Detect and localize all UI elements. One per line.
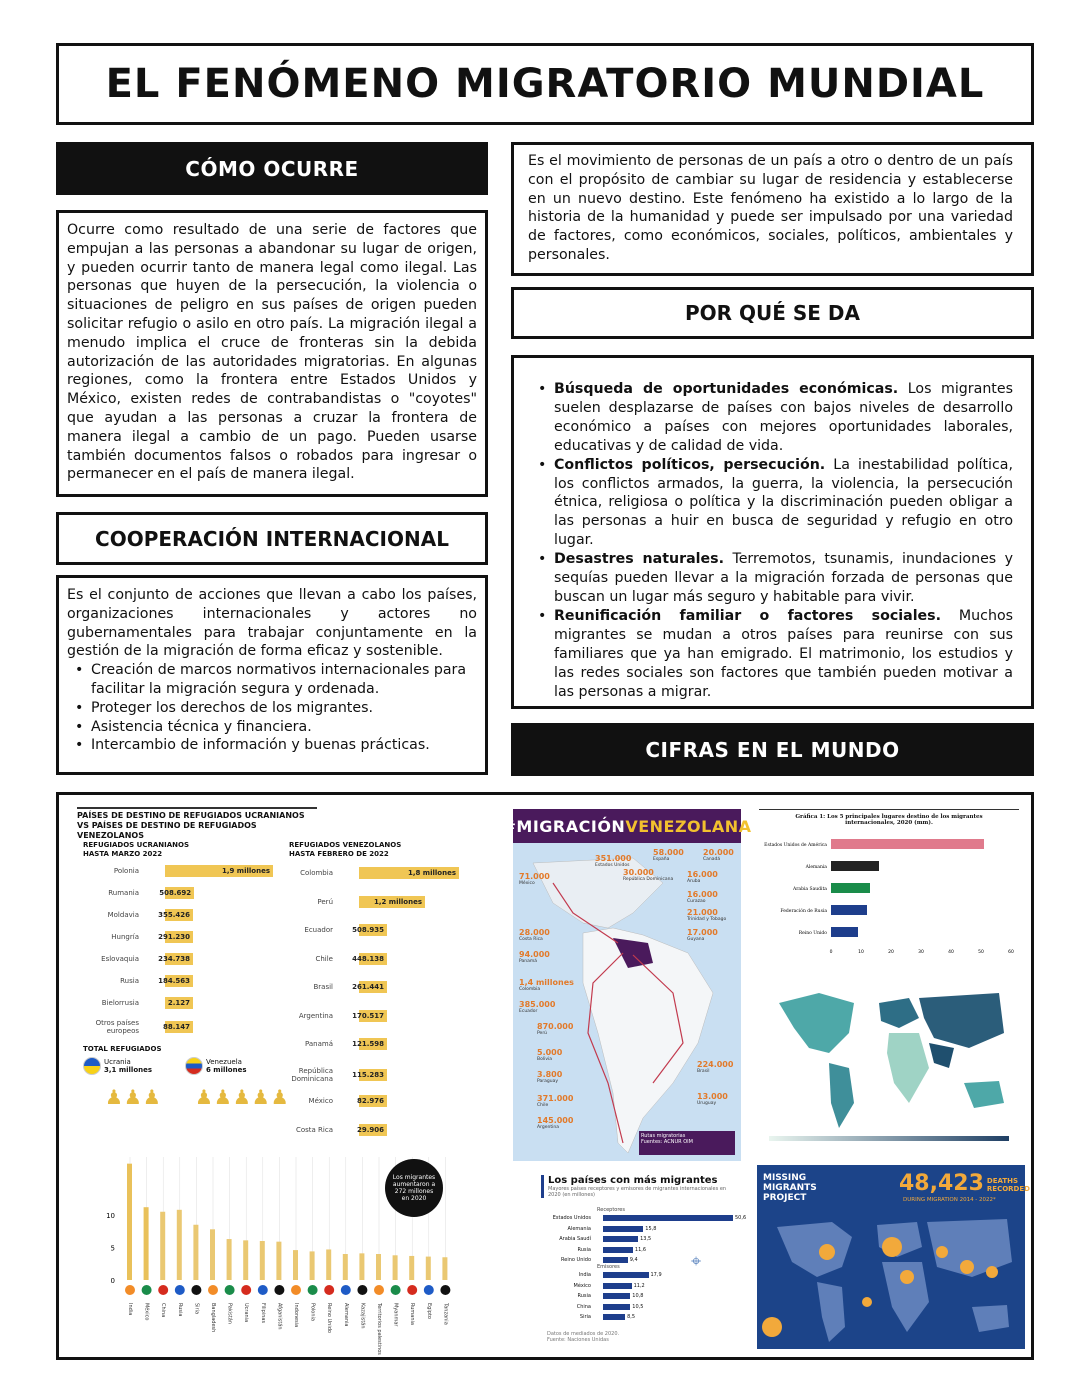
migration-label: 1,4 millones Colombia <box>519 978 574 992</box>
list-item <box>530 380 1013 456</box>
total-ven-value: 6 millones <box>206 1066 247 1074</box>
country-flag-icon <box>125 1285 135 1295</box>
list-item <box>530 456 1013 551</box>
venezolana-title-a: #MIGRACIÓN <box>502 816 626 836</box>
migrant-bar <box>144 1207 149 1280</box>
migrant-bar <box>442 1257 447 1280</box>
country-flag-icon <box>258 1285 268 1295</box>
bar-row <box>77 865 273 877</box>
country-flag-icon <box>208 1285 218 1295</box>
bar-value: 17,9 <box>650 1272 662 1278</box>
country-flag-icon <box>191 1285 201 1295</box>
country-label: Filipinas <box>259 1303 266 1324</box>
grafica1-x-tick: 20 <box>888 950 894 955</box>
cifras-heading <box>511 723 1034 776</box>
bar-value: 1,9 millones <box>165 865 273 877</box>
ucr-head-2: HASTA MARZO 2022 <box>83 850 163 858</box>
bar-fill <box>603 1283 632 1289</box>
missing-recorded: RECORDED <box>986 1185 1030 1193</box>
bar-label: Panamá <box>304 1040 333 1048</box>
bar-value: 11,6 <box>634 1246 647 1253</box>
masmigrantes-panel <box>541 1171 747 1351</box>
migrant-bar <box>293 1250 298 1280</box>
country-label: Ucrania <box>243 1303 250 1323</box>
bar-label: Ecuador <box>304 926 333 934</box>
venezolana-title-b: VENEZOLANA <box>625 816 752 836</box>
migration-label: 3.800 Paraguay <box>537 1070 563 1084</box>
porque-heading-text: POR QUÉ SE DA <box>685 301 860 325</box>
bar-row <box>277 896 425 908</box>
bar-row <box>277 1095 387 1107</box>
bar-label: Arabia Saudí <box>559 1236 591 1242</box>
migrant-bar <box>343 1254 348 1280</box>
bar-row <box>277 1124 387 1136</box>
migration-label: 870.000 Perú <box>537 1022 574 1036</box>
bar-row <box>545 1304 643 1310</box>
bar-row <box>545 1226 656 1232</box>
bar-row <box>277 1067 387 1083</box>
missing-label-3: PROJECT <box>763 1193 807 1203</box>
list-item <box>530 550 1013 607</box>
total-ven <box>185 1057 247 1075</box>
migrant-bar <box>276 1242 281 1280</box>
bar-value: 11,2 <box>633 1282 645 1289</box>
venezolana-legend <box>639 1131 735 1155</box>
bar-value: 184.563 <box>165 975 193 987</box>
bar-label: Chile <box>315 954 333 963</box>
country-flag-icon <box>274 1285 284 1295</box>
bar-label: India <box>578 1272 591 1278</box>
people-icons-ucr: ♟♟♟ <box>105 1085 162 1109</box>
bar-row <box>77 997 193 1009</box>
reason-title: Reunificación familiar o factores sociales. <box>554 607 942 624</box>
bar-value: 261.441 <box>359 981 387 993</box>
y-tick-label: 0 <box>110 1277 115 1285</box>
reason-text: Muchos migrantes se mudan a otros países para reunirse con sus familiares que ya han emigrado. El matrimonio, los estudios y las redes sociales son factores que también pueden motivar a las personas a migrar. <box>554 607 1014 700</box>
migration-label: 145.000 Argentina <box>537 1116 574 1130</box>
emisores-label: Emisores <box>597 1264 620 1270</box>
legend-text: Rutas migratorias <box>641 1133 686 1139</box>
cooperacion-list <box>67 661 477 755</box>
migration-label: 28.000 Costa Rica <box>519 928 550 942</box>
cifras-collage <box>56 792 1034 1360</box>
country-label: Egipto <box>425 1303 432 1319</box>
bar-label: Polonia <box>113 867 139 875</box>
bar-value: 10,8 <box>632 1293 644 1299</box>
bar-fill <box>603 1215 733 1221</box>
receptores-label: Receptores <box>597 1207 625 1213</box>
bar-label: Rusia <box>120 977 139 985</box>
missing-migrants-panel <box>757 1165 1030 1349</box>
missing-label-1: MISSING <box>763 1173 807 1183</box>
ukraine-flag-icon <box>83 1057 101 1075</box>
country-flag-icon <box>440 1285 450 1295</box>
bar-label: Alemania <box>567 1225 591 1232</box>
migrant-bar <box>193 1225 198 1280</box>
bar-fill <box>603 1272 649 1278</box>
total-ucr-name: Ucrania <box>104 1058 131 1066</box>
grafica1-bar <box>831 839 984 849</box>
bar-label: Argentina <box>298 1011 333 1020</box>
bar-value: 13,5 <box>640 1236 652 1242</box>
venezolana-title <box>502 809 752 843</box>
migrant-bar <box>127 1164 132 1280</box>
como-ocurre-heading-text: CÓMO OCURRE <box>185 156 359 181</box>
bar-label: Rusia <box>577 1293 591 1299</box>
list-item: • Proteger los derechos de los migrantes. <box>67 699 477 718</box>
bar-label: Reino Unido <box>561 1257 591 1263</box>
missing-deaths: DEATHS <box>986 1177 1019 1185</box>
country-label: Indonesia <box>293 1303 299 1328</box>
grafica1-bar <box>831 883 870 893</box>
migrant-bar <box>326 1249 331 1280</box>
bar-value: 355.426 <box>165 909 193 921</box>
country-label: China <box>160 1303 167 1318</box>
bar-row <box>277 953 387 965</box>
migracion-venezolana-map <box>502 809 752 1161</box>
bar-fill <box>603 1257 628 1263</box>
country-label: Reino Unido <box>326 1303 333 1333</box>
migrant-bar <box>376 1254 381 1280</box>
list-item: • Intercambio de información y buenas prácticas. <box>67 736 477 755</box>
bar-value: 9,4 <box>629 1257 638 1263</box>
bar-row <box>77 931 193 943</box>
bar-label: Brasil <box>313 983 333 991</box>
migration-label: 58.000 España <box>653 848 684 862</box>
country-label: Alemania <box>342 1303 349 1327</box>
bar-value: 29.906 <box>359 1124 387 1136</box>
cifras-heading-text: CIFRAS EN EL MUNDO <box>645 737 900 762</box>
masmigrantes-footer-1: Datos de mediados de 2020. <box>547 1331 620 1337</box>
country-label: Polonia <box>309 1303 316 1321</box>
list-item <box>530 607 1013 702</box>
bar-label: Estados Unidos <box>552 1215 591 1221</box>
bar-label: México <box>573 1282 591 1289</box>
bar-label: Rusia <box>577 1246 591 1253</box>
reason-title: Búsqueda de oportunidades económicas. <box>554 381 899 397</box>
bar-row <box>545 1257 638 1263</box>
missing-number: 48,423 <box>899 1171 984 1196</box>
y-tick-label: 10 <box>106 1212 115 1220</box>
como-ocurre-box <box>56 210 488 497</box>
refugiados-infographic <box>77 807 487 1152</box>
country-flag-icon <box>225 1285 235 1295</box>
bar-row <box>77 975 193 987</box>
grafica1-x-tick: 10 <box>858 950 864 955</box>
grafica1-bar <box>831 927 858 937</box>
page-title: EL FENÓMENO MIGRATORIO MUNDIAL <box>105 61 985 107</box>
bar-fill <box>603 1236 638 1242</box>
bar-row <box>77 953 193 965</box>
bar-row <box>277 1038 387 1050</box>
refugiados-title-1: PAÍSES DE DESTINO DE REFUGIADOS UCRANIANOS <box>77 811 305 820</box>
country-flag-icon <box>142 1285 152 1295</box>
bar-label: Moldavia <box>107 911 139 919</box>
migration-label: 5.000 Bolivia <box>537 1048 563 1062</box>
bar-row <box>77 909 193 921</box>
refugiados-title-2: VS PAÍSES DE DESTINO DE REFUGIADOS VENEZOLANOS <box>77 821 257 840</box>
grafica1-category: Reino Unido <box>798 931 827 936</box>
migration-label: 13.000 Uruguay <box>697 1092 728 1106</box>
bar-row <box>545 1236 651 1242</box>
bar-row <box>545 1247 646 1253</box>
reason-title: Desastres naturales. <box>554 551 725 568</box>
country-flag-icon <box>424 1285 434 1295</box>
legend-source: Fuentes: ACNUR OIM <box>641 1139 693 1145</box>
country-flag-icon <box>175 1285 185 1295</box>
cooperacion-text: Es el conjunto de acciones que llevan a cabo los países, organizaciones internacionales y actores no gubernamentales para trabajar conjuntamente en la gestión de la migración de forma eficaz y sostenible. <box>67 587 477 660</box>
definicion-text: Es el movimiento de personas de un país a otro o dentro de un país con el propósito de cambiar su lugar de residencia y establecerse en un nuevo destino. Este fenómeno ha existido a lo largo de la historia de la humanidad y puede ser impulsado por una variedad de factores, como económicos, sociales, políticos, ambientales y personales. <box>528 153 1013 263</box>
bar-label: Otros países europeos <box>95 1019 139 1035</box>
definicion-box <box>511 142 1034 276</box>
migration-label: 224.000 Brasil <box>697 1060 734 1074</box>
bar-value: 82.976 <box>359 1095 387 1107</box>
grafica1-panel <box>759 809 1019 964</box>
list-item: • Asistencia técnica y financiera. <box>67 718 477 737</box>
masmigrantes-footer-2: Fuente: Naciones Unidas <box>547 1337 609 1343</box>
bar-value: 448.138 <box>359 953 387 965</box>
country-label: Tanzania <box>442 1303 449 1325</box>
grafica1-category: Arabia Saudita <box>793 887 827 892</box>
world-map-panel <box>759 973 1019 1148</box>
bar-row <box>77 1019 193 1035</box>
migrant-bar <box>243 1240 248 1280</box>
bar-label: Eslovaquia <box>101 955 139 963</box>
como-ocurre-heading <box>56 142 488 195</box>
missing-world-map-svg <box>757 1207 1025 1347</box>
porque-heading <box>511 287 1034 339</box>
bar-row <box>545 1293 643 1299</box>
migration-label: 20.000 Canadá <box>703 848 734 862</box>
bar-row <box>277 981 387 993</box>
bar-value: 234.738 <box>165 953 193 965</box>
cooperacion-heading-text: COOPERACIÓN INTERNACIONAL <box>95 526 449 551</box>
migration-label: 30.000 República Dominicana <box>623 868 674 882</box>
migration-label: 371.000 Chile <box>537 1094 574 1108</box>
bar-value: 170.517 <box>359 1010 387 1022</box>
grafica1-title: Gráfica 1: Los 5 principales lugares destino de los migrantes internacionales, 2020 (mm). <box>759 809 1019 826</box>
country-flag-icon <box>308 1285 318 1295</box>
bar-value: 121.598 <box>359 1038 387 1050</box>
total-ucr-value: 3,1 millones <box>104 1066 153 1074</box>
reason-text: La inestabilidad política, los conflictos armados, la guerra, la violencia, la persecución étnica, religiosa o política y la discriminación pueden obligar a las personas a huir en busca de seguridad y refugio en otro lugar. <box>554 456 1013 549</box>
grafica1-bar <box>831 861 879 871</box>
country-flag-icon <box>407 1285 417 1295</box>
migrant-bar <box>310 1251 315 1280</box>
grafica1-x-tick: 50 <box>978 950 984 955</box>
total-label: TOTAL REFUGIADOS <box>83 1045 162 1053</box>
ven-head-1: REFUGIADOS VENEZOLANOS <box>289 841 402 849</box>
country-label: Kazajistán <box>359 1303 366 1329</box>
migration-label: 351.000 Estados Unidos <box>595 854 632 868</box>
porque-box <box>511 355 1034 709</box>
reason-text: Los migrantes suelen desplazarse de países con bajos niveles de desarrollo económico a países con mejores oportunidades laborales, educativas y de calidad de vida. <box>554 381 1013 454</box>
missing-label-2: MIGRANTS <box>763 1183 817 1193</box>
migrant-bar <box>393 1255 398 1280</box>
bar-row <box>545 1215 746 1221</box>
migrantes-badge: Los migrantes aumentaron a 272 millones en 2020 <box>385 1159 443 1217</box>
grafica1-x-tick: 60 <box>1008 950 1014 955</box>
migration-label: 17.000 Guyana <box>687 928 718 942</box>
porque-list <box>514 358 1031 701</box>
migration-label: 21.000 Trinidad y Tobago <box>687 908 727 922</box>
main-title-box <box>56 43 1034 125</box>
migrant-bar <box>210 1229 215 1280</box>
migration-label: 16.000 Curazao <box>687 890 718 904</box>
bar-row <box>277 867 459 879</box>
world-map-svg <box>759 973 1019 1148</box>
cooperacion-box <box>56 575 488 775</box>
bar-label: Costa Rica <box>295 1125 333 1134</box>
reason-title: Conflictos políticos, persecución. <box>554 456 826 473</box>
location-pin-icon: ⌖ <box>691 1251 702 1272</box>
country-label: Territorios palestinos <box>376 1303 382 1355</box>
grafica1-x-tick: 0 <box>829 950 833 955</box>
bar-label: China <box>576 1303 591 1310</box>
bar-label: Colombia <box>300 869 333 877</box>
bar-value: 15,8 <box>645 1225 657 1232</box>
list-item: • Creación de marcos normativos internacionales para facilitar la migración segura y ordenada. <box>67 661 477 699</box>
bar-fill <box>603 1247 633 1253</box>
bar-value: 1,2 millones <box>359 896 425 908</box>
bar-row <box>545 1314 635 1320</box>
country-flag-icon <box>241 1285 251 1295</box>
country-flag-icon <box>158 1285 168 1295</box>
cooperacion-heading <box>56 512 488 565</box>
migrant-bar <box>227 1239 232 1280</box>
bar-value: 115.283 <box>359 1069 387 1081</box>
grafica1-bar <box>831 905 867 915</box>
people-icons-ven: ♟♟♟♟♟ <box>195 1085 290 1109</box>
migrant-bar <box>260 1241 265 1280</box>
bar-value: 2.127 <box>165 997 193 1009</box>
country-label: Afganistán <box>276 1303 283 1330</box>
bar-label: Siria <box>579 1314 591 1320</box>
ucr-head-1: REFUGIADOS UCRANIANOS <box>83 841 190 849</box>
country-label: Bangladesh <box>210 1303 216 1333</box>
country-label: Rusia <box>176 1303 183 1317</box>
venezuela-flag-icon <box>185 1057 203 1075</box>
bar-label: Perú <box>317 897 333 906</box>
bar-value: 291.230 <box>165 931 193 943</box>
migration-label: 16.000 Aruba <box>687 870 718 884</box>
country-label: Myanmar <box>392 1303 399 1327</box>
reason-text: Terremotos, tsunamis, inundaciones y sequías pueden llevar a la migración forzada de personas que buscan un lugar más seguro y habitable para vivir. <box>554 551 1014 605</box>
migration-label: 385.000 Ecuador <box>519 1000 556 1014</box>
migrant-bar <box>160 1212 165 1280</box>
country-flag-icon <box>291 1285 301 1295</box>
bar-row <box>277 1010 387 1022</box>
bar-fill <box>603 1314 625 1320</box>
migration-label: 94.000 Panamá <box>519 950 550 964</box>
country-label: Siria <box>193 1303 200 1315</box>
grafica1-category: Alemania <box>805 865 827 870</box>
grafica1-x-tick: 40 <box>948 950 954 955</box>
bar-label: Hungría <box>111 933 139 941</box>
ven-head-2: HASTA FEBRERO DE 2022 <box>289 850 389 858</box>
migrant-bar <box>359 1253 364 1280</box>
missing-period: DURING MIGRATION 2014 - 2022* <box>903 1197 996 1203</box>
bar-label: Bielorrusia <box>101 999 139 1007</box>
bar-row <box>545 1283 645 1289</box>
bar-row <box>77 887 194 899</box>
bar-value: 10,5 <box>632 1303 644 1310</box>
bar-row <box>545 1272 662 1278</box>
migrant-bar <box>409 1256 414 1280</box>
grafica1-svg <box>759 831 1019 961</box>
migrantes-bar-chart <box>77 1155 487 1355</box>
country-label: India <box>127 1303 133 1316</box>
country-flag-icon <box>391 1285 401 1295</box>
bar-fill <box>603 1226 643 1232</box>
y-tick-label: 5 <box>110 1244 115 1253</box>
bar-fill <box>603 1293 630 1299</box>
bar-row <box>277 924 387 936</box>
grafica1-category: Estados Unidos de América <box>764 843 827 848</box>
grafica1-category: Federación de Rusia <box>780 909 827 914</box>
total-ucr <box>83 1057 152 1075</box>
bar-value: 1,8 millones <box>359 867 459 879</box>
migration-label: 71.000 México <box>519 872 550 886</box>
country-flag-icon <box>341 1285 351 1295</box>
bar-value: 8,5 <box>627 1314 636 1320</box>
bar-value: 508.935 <box>359 924 387 936</box>
bar-value: 50,6 <box>735 1215 747 1221</box>
como-ocurre-text: Ocurre como resultado de una serie de factores que empujan a las personas a abandonar su lugar de origen, y pueden ocurrir tanto de manera legal como ilegal. Las personas que huyen de la persecución, la violencia o situaciones de peligro en sus países de origen pueden solicitar refugio o asilo en otro país. La migración ilegal a menudo implica el cruce de fronteras sin la debida autorización de las autoridades migratorias. En algunas regiones, como la frontera entre Estados Unidos y México, existen redes de contrabandistas o "coyotes" que ayudan a las personas a cruzar la frontera de manera ilegal a cambio de un pago. Pueden usarse también documentos falsos o robados para ingresar o permanecer en el país de manera ilegal. <box>67 222 477 483</box>
migrant-bar <box>177 1210 182 1280</box>
migrant-bar <box>426 1257 431 1280</box>
grafica1-x-tick: 30 <box>918 950 924 955</box>
bar-fill <box>603 1304 630 1310</box>
country-label: Pakistán <box>226 1303 233 1324</box>
masmigrantes-subtitle: Mayores países receptores y emisores de migrantes internacionales en 2020 (en millones) <box>548 1186 727 1198</box>
masmigrantes-title: Los países con más migrantes <box>548 1175 718 1186</box>
bar-label: República Dominicana <box>291 1066 333 1083</box>
bar-label: Rumania <box>108 889 139 897</box>
total-ven-name: Venezuela <box>206 1058 242 1066</box>
country-flag-icon <box>324 1285 334 1295</box>
country-flag-icon <box>357 1285 367 1295</box>
country-label: México <box>143 1303 150 1321</box>
bar-label: México <box>308 1097 333 1105</box>
bar-value: 88.147 <box>165 1021 193 1033</box>
bar-value: 508.692 <box>165 887 194 899</box>
country-flag-icon <box>374 1285 384 1295</box>
country-label: Rumania <box>409 1303 416 1325</box>
